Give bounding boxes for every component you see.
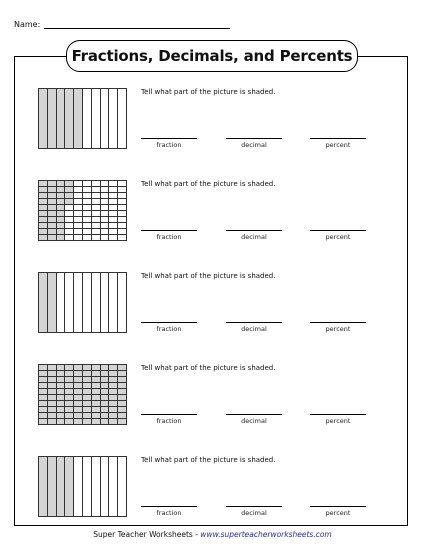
picture-cell	[74, 457, 83, 517]
answer-line[interactable]	[141, 506, 197, 507]
shaded-picture	[38, 88, 127, 149]
picture-cell	[47, 89, 56, 149]
decimal-answer[interactable]	[226, 138, 282, 149]
name-field-row	[14, 20, 230, 29]
percent-answer[interactable]	[310, 138, 366, 149]
percent-label: percent	[325, 417, 351, 425]
picture-cell	[118, 457, 127, 517]
fraction-answer[interactable]	[141, 414, 197, 425]
shaded-picture	[38, 180, 127, 241]
picture-cell	[47, 457, 56, 517]
picture-cell	[74, 235, 83, 241]
percent-answer[interactable]	[310, 414, 366, 425]
picture-cell	[74, 273, 83, 333]
problem-3	[0, 272, 425, 362]
decimal-label: decimal	[241, 417, 267, 425]
picture-cell	[65, 419, 74, 425]
decimal-label: decimal	[241, 325, 267, 333]
decimal-answer[interactable]	[226, 230, 282, 241]
picture-cell	[91, 457, 100, 517]
answer-line[interactable]	[141, 230, 197, 231]
decimal-answer[interactable]	[226, 506, 282, 517]
answer-line[interactable]	[310, 138, 366, 139]
picture-cell	[118, 273, 127, 333]
picture-cell	[56, 457, 65, 517]
percent-answer[interactable]	[310, 322, 366, 333]
footer-link[interactable]: www.superteacherworksheets.com	[200, 530, 332, 539]
problem-prompt: Tell what part of the picture is shaded.	[141, 272, 276, 280]
answer-line[interactable]	[226, 414, 282, 415]
problem-prompt: Tell what part of the picture is shaded.	[141, 364, 276, 372]
picture-cell	[65, 235, 74, 241]
picture-cell	[109, 235, 118, 241]
picture-cell	[118, 419, 127, 425]
footer-text: Super Teacher Worksheets -	[93, 530, 201, 539]
picture-cell	[100, 273, 109, 333]
picture-cell	[47, 419, 56, 425]
percent-answer[interactable]	[310, 230, 366, 241]
shaded-picture	[38, 456, 127, 517]
decimal-label: decimal	[241, 141, 267, 149]
answer-line[interactable]	[226, 230, 282, 231]
decimal-label: decimal	[241, 509, 267, 517]
picture-cell	[100, 419, 109, 425]
name-blank-line[interactable]	[44, 20, 230, 29]
percent-label: percent	[325, 141, 351, 149]
answer-line[interactable]	[310, 414, 366, 415]
picture-cell	[91, 419, 100, 425]
picture-cell	[82, 419, 91, 425]
picture-cell	[47, 235, 56, 241]
picture-cell	[47, 273, 56, 333]
answer-line[interactable]	[226, 322, 282, 323]
problem-2	[0, 180, 425, 270]
picture-cell	[56, 89, 65, 149]
shaded-picture	[38, 364, 127, 425]
picture-cell	[56, 273, 65, 333]
fraction-label: fraction	[156, 141, 182, 149]
percent-label: percent	[325, 325, 351, 333]
shaded-picture	[38, 272, 127, 333]
fraction-answer[interactable]	[141, 506, 197, 517]
picture-cell	[39, 235, 48, 241]
fraction-answer[interactable]	[141, 322, 197, 333]
picture-cell	[65, 273, 74, 333]
picture-cell	[91, 89, 100, 149]
problem-4	[0, 364, 425, 454]
percent-answer[interactable]	[310, 506, 366, 517]
picture-cell	[82, 273, 91, 333]
decimal-answer[interactable]	[226, 414, 282, 425]
picture-cell	[74, 89, 83, 149]
percent-label: percent	[325, 233, 351, 241]
answer-line[interactable]	[226, 138, 282, 139]
fraction-answer[interactable]	[141, 138, 197, 149]
picture-cell	[109, 419, 118, 425]
picture-cell	[65, 457, 74, 517]
picture-cell	[118, 89, 127, 149]
problem-1	[0, 88, 425, 178]
decimal-answer[interactable]	[226, 322, 282, 333]
percent-label: percent	[325, 509, 351, 517]
answer-line[interactable]	[141, 414, 197, 415]
decimal-label: decimal	[241, 233, 267, 241]
answer-line[interactable]	[310, 230, 366, 231]
picture-cell	[39, 419, 48, 425]
title-text: Fractions, Decimals, and Percents	[71, 47, 353, 65]
picture-cell	[65, 89, 74, 149]
picture-cell	[118, 235, 127, 241]
name-label: Name:	[14, 20, 41, 29]
picture-cell	[82, 457, 91, 517]
footer	[0, 530, 425, 539]
picture-cell	[82, 89, 91, 149]
fraction-label: fraction	[156, 417, 182, 425]
problem-prompt: Tell what part of the picture is shaded.	[141, 180, 276, 188]
picture-cell	[91, 235, 100, 241]
picture-cell	[91, 273, 100, 333]
picture-cell	[109, 89, 118, 149]
fraction-label: fraction	[156, 325, 182, 333]
picture-cell	[109, 457, 118, 517]
picture-cell	[109, 273, 118, 333]
picture-cell	[39, 89, 48, 149]
answer-line[interactable]	[310, 506, 366, 507]
picture-cell	[100, 235, 109, 241]
picture-cell	[100, 457, 109, 517]
problem-prompt: Tell what part of the picture is shaded.	[141, 88, 276, 96]
picture-cell	[100, 89, 109, 149]
picture-cell	[74, 419, 83, 425]
picture-cell	[39, 457, 48, 517]
picture-cell	[82, 235, 91, 241]
picture-cell	[56, 235, 65, 241]
answer-line[interactable]	[141, 138, 197, 139]
answer-line[interactable]	[310, 322, 366, 323]
answer-line[interactable]	[141, 322, 197, 323]
picture-cell	[39, 273, 48, 333]
fraction-answer[interactable]	[141, 230, 197, 241]
fraction-label: fraction	[156, 509, 182, 517]
problem-prompt: Tell what part of the picture is shaded.	[141, 456, 276, 464]
answer-line[interactable]	[226, 506, 282, 507]
picture-cell	[56, 419, 65, 425]
fraction-label: fraction	[156, 233, 182, 241]
worksheet-title	[66, 40, 358, 72]
